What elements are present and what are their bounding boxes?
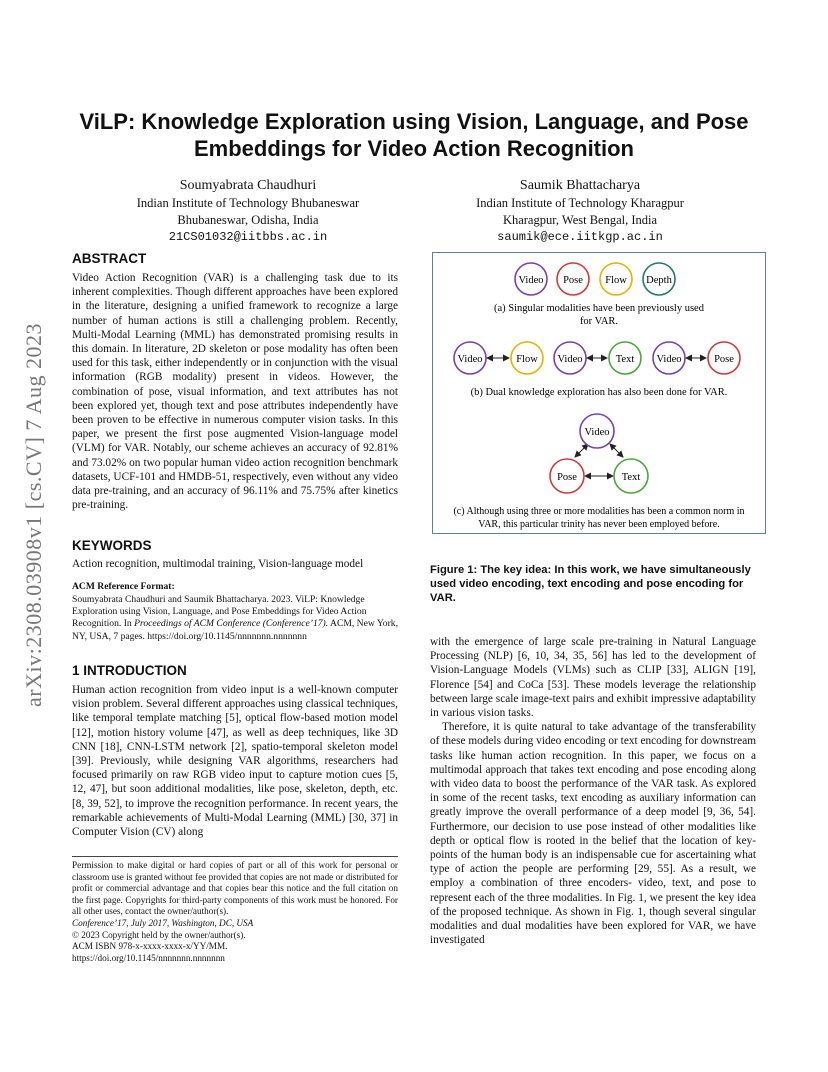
singular-modalities-row xyxy=(515,263,675,295)
arrow xyxy=(575,444,588,457)
caption-b: (b) Dual knowledge exploration has also been done for VAR. xyxy=(470,387,728,398)
abstract-text: Video Action Recognition (VAR) is a challenging task due to its inherent complexities. Though different approaches have been explored in the literature, designing a unified framework to recognize a large number of human actions is still a challenging problem. Recently, Multi-Modal Learning (MML) has demonstrated promising results in this domain. In literature, 2D skeleton or pose modality has often been used for this task, either independently or in conjunction with the visual information (RGB modality) present in videos. However, the combination of pose, visual information, and text attributes has not been explored yet, though text and pose attributes independently have been proven to be effective in numerous computer vision tasks. In this paper, we present the first pose augmented Vision-language model (VLM) for VAR. Notably, our scheme achieves an accuracy of 92.81% and 73.02% on two popular human video action recognition benchmark datasets, UCF-101 and HMDB-51, respectively, even without any video data pre-training, and an accuracy of 96.11% and 75.75% after kinetics pre-training. xyxy=(72,272,398,512)
conference-info: Conference’17, July 2017, Washington, DC, USA xyxy=(72,917,254,928)
text-node-label: Text xyxy=(621,472,641,483)
caption-c: (c) Although using three or more modalities has been a common norm in xyxy=(453,506,745,517)
video-node-label: Video xyxy=(584,427,610,438)
arxiv-sidebar xyxy=(14,285,54,745)
video-node-label: Video xyxy=(656,354,682,365)
pose-node-label: Pose xyxy=(563,275,583,286)
text-node-label: Text xyxy=(615,354,635,365)
author-block-1 xyxy=(100,176,396,246)
acm-ref-part-b: ACM, New York, NY, USA, 7 pages. https://doi.org/10.1145/nnnnnnn.nnnnnnn xyxy=(72,618,398,642)
video-node-label: Video xyxy=(518,275,544,286)
caption-a: (a) Singular modalities have been previously used xyxy=(494,303,704,314)
pose-node-label: Pose xyxy=(557,472,577,483)
video-node-label: Video xyxy=(457,354,483,365)
introduction-heading: 1 INTRODUCTION xyxy=(72,663,187,678)
author-affiliation: Indian Institute of Technology Bhubaneswar xyxy=(136,196,360,210)
author-name: Soumyabrata Chaudhuri xyxy=(179,178,317,193)
footnote xyxy=(72,860,398,964)
author-email[interactable]: 21CS01032@iitbbs.ac.in xyxy=(168,230,328,244)
paper-title xyxy=(60,108,768,162)
isbn: ACM ISBN 978-x-xxxx-xxxx-x/YY/MM. xyxy=(72,941,228,952)
dual-modalities-row xyxy=(454,342,740,374)
flow-node-label: Flow xyxy=(605,275,627,286)
introduction-text: Human action recognition from video input is a well-known computer vision problem. Several different approaches using classical techniques, like temporal template matching [5], optical flow-based motion model [12], motion history volume [47], as well as deep techniques, like 3D CNN [18], CNN-LSTM network [2], spatio-temporal skeleton model [39]. Previously, while designing VAR algorithms, researchers had focused primarily on raw RGB video input to capture motion cues [5, 12, 47], but soon additional modalities, like pose, skeleton, depth, etc. [8, 39, 52], to improve the recognition performance. In recent years, the remarkable achievements of Multi-Modal Learning (MML) [30, 37] in Computer Vision (CV) along xyxy=(72,684,398,839)
keywords-text: Action recognition, multimodal training, Vision-language model xyxy=(72,558,364,570)
flow-node-label: Flow xyxy=(516,354,538,365)
acm-ref-text xyxy=(72,594,398,643)
copyright-notice: © 2023 Copyright held by the owner/author(s). xyxy=(72,929,246,940)
author-email[interactable]: saumik@ece.iitkgp.ac.in xyxy=(497,230,663,244)
arxiv-identifier: arXiv:2308.03908v1 [cs.CV] 7 Aug 2023 xyxy=(21,323,46,707)
title-line-2: Embeddings for Video Action Recognition xyxy=(193,136,634,161)
right-column-paragraph-1: with the emergence of large scale pre-training in Natural Language Processing (NLP) [6, 10, 34, 35, 56] has led to the development of Vision-Language Models (VLMs) such as CLIP [33], ALIGN [19], Florence [54] and CoCa [53]. These models leverage the relationship between large scale image-text pairs and exhibit impressive adaptability in various vision tasks. xyxy=(430,636,756,720)
figure-1-diagram xyxy=(433,253,765,533)
abstract-heading: ABSTRACT xyxy=(72,251,147,266)
doi-link[interactable]: https://doi.org/10.1145/nnnnnnn.nnnnnnn xyxy=(72,952,225,963)
author-location: Bhubaneswar, Odisha, India xyxy=(177,213,319,227)
depth-node-label: Depth xyxy=(646,275,672,286)
author-location: Kharagpur, West Bengal, India xyxy=(502,213,658,227)
author-block-2 xyxy=(432,176,728,246)
right-column-text xyxy=(430,635,756,947)
permission-notice: Permission to make digital or hard copies of part or all of this work for personal or classroom use is granted without fee provided that copies are not made or distributed for profit or commercial advantage and that copies bear this notice and the full citation on the first page. Copyrights for third-party components of this work must be honored. For all other uses, contact the owner/author(s). xyxy=(72,860,398,917)
video-node-label: Video xyxy=(557,354,583,365)
title-line-1: ViLP: Knowledge Exploration using Vision, Language, and Pose xyxy=(79,109,749,134)
right-column-paragraph-2: Therefore, it is quite natural to take advantage of the transferability of these models during video encoding or text encoding for downstream tasks like human action recognition. In this paper, we focus on a multimodal approach that takes text encoding and pose encoding along with video data to boost the performance of the VAR task. As explored in some of the recent tasks, text encoding as auxiliary information can greatly improve the overall performance of a deep model [9, 36, 54]. Furthermore, our decision to use pose instead of other modalities like depth or optical flow is rooted in the belief that the location of key-points of the human body is an indispensable cue for ascertaining what type of action the people are performing [29, 55]. As a result, we employ a combination of three encoders- video, text, and pose to represent each of the three modalities. In Fig. 1, we present the key idea of the proposed technique. As shown in Fig. 1, though several singular modalities and dual modalities have been explored for VAR, we have investigated xyxy=(430,721,756,947)
trinity-triangle xyxy=(550,414,648,493)
footnote-divider xyxy=(72,856,398,857)
caption-a-line-2: for VAR. xyxy=(579,316,619,327)
acm-ref-part-a: Soumyabrata Chaudhuri and Saumik Bhattacharya. 2023. ViLP: Knowledge Exploration using Vision, Language, and Pose Embeddings for Video Action Recognition. In xyxy=(72,594,367,630)
figure-1-caption: Figure 1: The key idea: In this work, we have simultaneously used video encoding, text encoding and pose encoding for VAR. xyxy=(430,564,751,604)
arrow xyxy=(610,444,623,457)
author-affiliation: Indian Institute of Technology Kharagpur xyxy=(476,196,684,210)
acm-ref-heading: ACM Reference Format: xyxy=(72,581,175,592)
figure-1 xyxy=(432,252,766,534)
pose-node-label: Pose xyxy=(714,354,734,365)
caption-c-line-2: VAR, this particular trinity has never been employed before. xyxy=(478,519,720,530)
acm-ref-proceedings: Proceedings of ACM Conference (Conference’17). xyxy=(134,618,329,630)
author-name: Saumik Bhattacharya xyxy=(519,178,641,193)
keywords-heading: KEYWORDS xyxy=(72,538,152,553)
